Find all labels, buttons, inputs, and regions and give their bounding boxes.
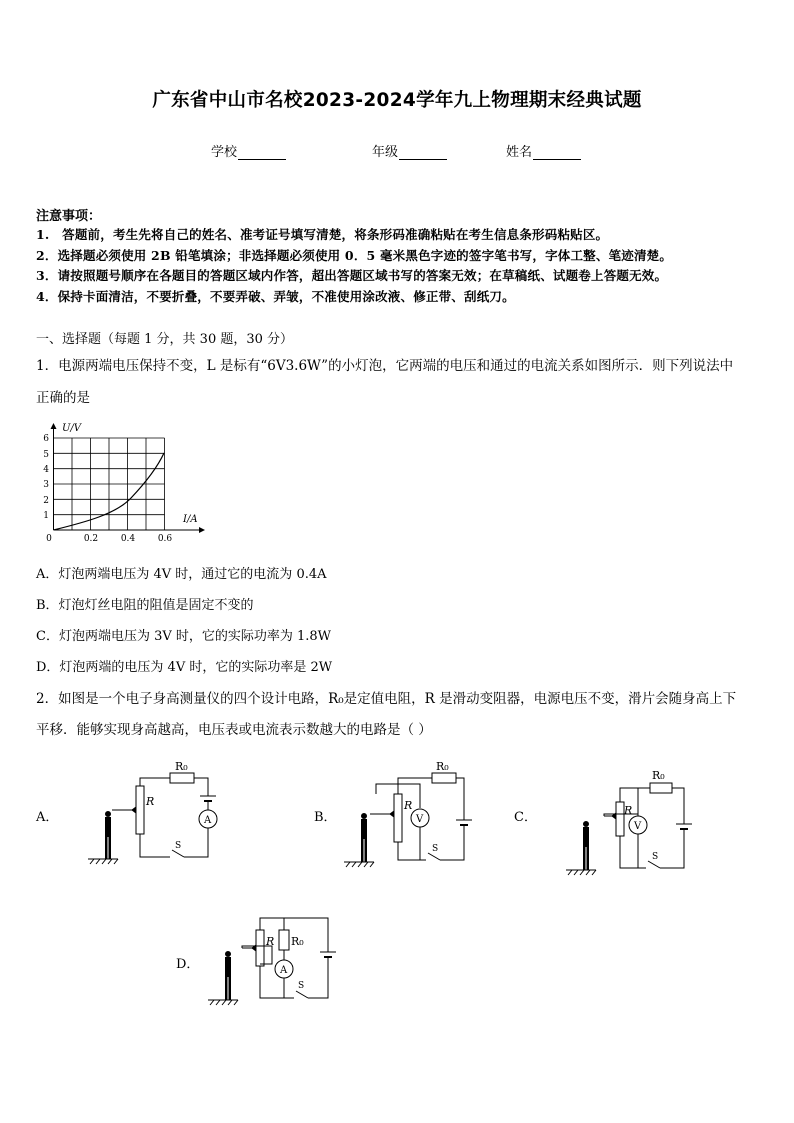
q1-option-a[interactable]: A．灯泡两端电压为 4V 时，通过它的电流为 0.4A <box>36 567 327 582</box>
q1-option-b[interactable]: B．灯泡灯丝电阻的阻值是固定不变的 <box>36 598 254 613</box>
y-tick: 5 <box>43 450 49 460</box>
q1-option-c[interactable]: C．灯泡两端电压为 3V 时，它的实际功率为 1.8W <box>36 629 332 644</box>
name-blank[interactable] <box>533 145 581 160</box>
note-item: 4．保持卡面清洁，不要折叠，不要弄破、弄皱，不准使用涂改液、修正带、刮纸刀。 <box>36 289 515 304</box>
circuit-a <box>84 758 224 868</box>
notes-heading: 注意事项： <box>36 209 102 224</box>
x-axis-label: I/A <box>183 514 198 525</box>
r0-label: R₀ <box>291 935 304 948</box>
section-heading: 一、选择题（每题 1 分，共 30 题，30 分） <box>36 332 294 347</box>
r0-label: R₀ <box>652 769 665 782</box>
circuit-b-label[interactable]: B． <box>314 810 337 825</box>
q2-text-line1: 2．如图是一个电子身高测量仪的四个设计电路，R₀是定值电阻，R 是滑动变阻器，电源电压不变，滑片会随身高上下 <box>36 691 737 707</box>
meter-label: A <box>280 965 288 976</box>
circuit-d-label[interactable]: D． <box>176 957 200 972</box>
y-tick: 6 <box>43 434 49 444</box>
switch-label: S <box>652 852 659 862</box>
note-item: 1. 答题前，考生先将自己的姓名、准考证号填写清楚，将条形码准确粘贴在考生信息条形码粘贴区。 <box>36 227 609 242</box>
switch-label: S <box>298 981 305 991</box>
r-label: R <box>404 799 413 812</box>
circuit-c <box>562 766 702 876</box>
r-label: R <box>624 804 633 817</box>
circuit-b <box>338 758 478 868</box>
x-tick: 0 <box>46 534 52 544</box>
school-blank[interactable] <box>238 145 286 160</box>
y-tick: 2 <box>43 496 49 506</box>
meter-label: V <box>416 814 424 825</box>
grade-label: 年级 <box>372 145 399 160</box>
q1-text-line1: 1．电源两端电压保持不变，L 是标有“6V3.6W”的小灯泡，它两端的电压和通过的电流关系如图所示．则下列说法中 <box>36 358 734 374</box>
r-label: R <box>146 795 155 808</box>
r0-label: R₀ <box>175 760 188 773</box>
ui-graph <box>36 418 216 548</box>
circuit-a-label[interactable]: A． <box>36 810 59 825</box>
switch-label: S <box>432 844 439 854</box>
x-tick: 0.2 <box>83 534 99 544</box>
meter-label: V <box>634 821 642 832</box>
person-icon <box>361 813 367 862</box>
circuit-c-label[interactable]: C． <box>514 810 537 825</box>
switch-label: S <box>175 841 182 851</box>
x-tick: 0.4 <box>120 534 136 544</box>
grade-field <box>372 141 447 160</box>
r0-label: R₀ <box>436 760 449 773</box>
school-label: 学校 <box>211 145 238 160</box>
page-title: 广东省中山市名校2023-2024学年九上物理期末经典试题 <box>152 90 642 111</box>
meter-label: A <box>204 815 212 826</box>
name-field <box>506 141 581 160</box>
person-icon <box>225 951 231 1000</box>
r-label: R <box>266 935 275 948</box>
x-tick: 0.6 <box>157 534 173 544</box>
y-tick: 4 <box>43 465 49 475</box>
q1-option-d[interactable]: D．灯泡两端的电压为 4V 时，它的实际功率是 2W <box>36 660 333 675</box>
y-axis-label: U/V <box>62 423 82 434</box>
person-icon <box>105 811 111 859</box>
note-item: 3．请按照题号顺序在各题目的答题区域内作答，超出答题区域书写的答案无效；在草稿纸、试题卷上答题无效。 <box>36 268 668 283</box>
note-item: 2．选择题必须使用 2B 铅笔填涂；非选择题必须使用 0．5 毫米黑色字迹的签字笔书写，字体工整、笔迹清楚。 <box>36 248 673 263</box>
q2-text-line2: 平移．能够实现身高越高，电压表或电流表示数越大的电路是（ ） <box>36 722 432 738</box>
circuit-d <box>204 910 344 1010</box>
school-field <box>211 141 286 160</box>
grade-blank[interactable] <box>399 145 447 160</box>
y-tick: 3 <box>43 480 49 490</box>
y-tick: 1 <box>43 511 49 521</box>
person-icon <box>583 821 589 870</box>
q1-text-line2: 正确的是 <box>36 390 90 406</box>
name-label: 姓名 <box>506 145 533 160</box>
